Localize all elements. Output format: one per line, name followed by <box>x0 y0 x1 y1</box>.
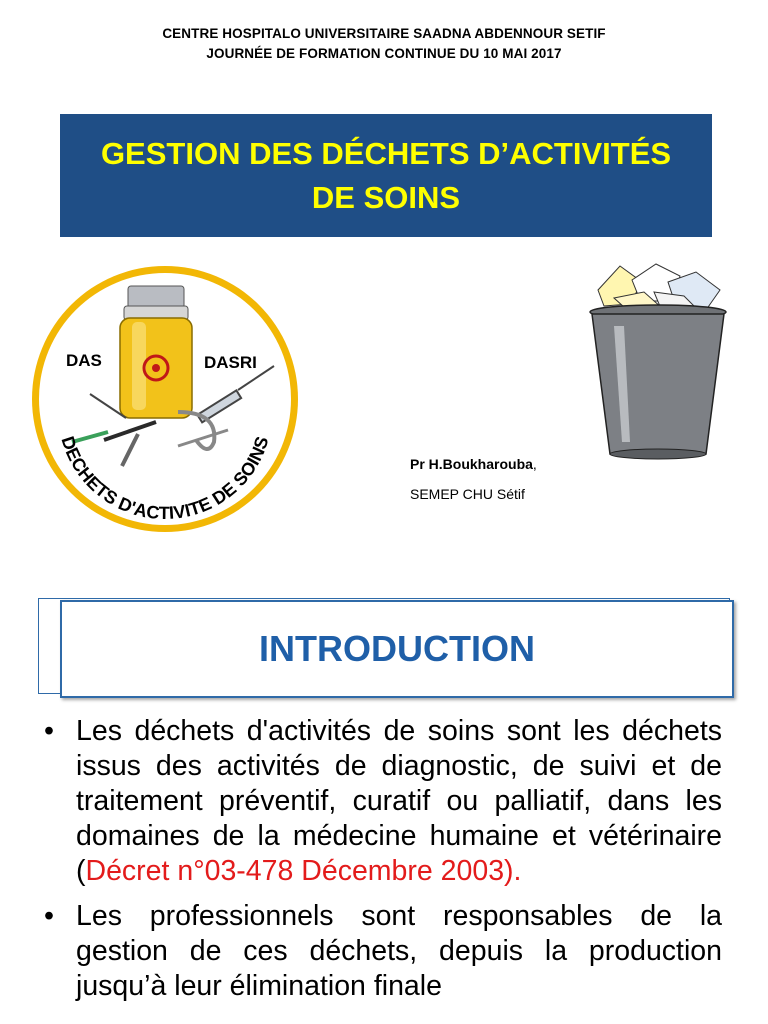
bullet-dot-icon: • <box>44 715 54 747</box>
title-line-2: DE SOINS <box>311 179 461 215</box>
biohazard-jar-icon <box>120 286 192 418</box>
slide-header <box>0 24 768 64</box>
bullet-dot-icon: • <box>44 900 54 932</box>
author-block <box>410 454 537 504</box>
bullet-item-2 <box>40 899 722 1004</box>
logo-label-dasri: DASRI <box>204 353 257 372</box>
logo-label-das: DAS <box>66 351 102 370</box>
title-banner <box>60 114 712 237</box>
author-name-line: Pr H.Boukharouba, <box>410 456 537 472</box>
author-name: Pr H.Boukharouba <box>410 456 533 472</box>
logo-arc-text-path: DECHETS D'ACTIVITE DE SOINS <box>57 433 273 524</box>
author-affiliation: SEMEP CHU Sétif <box>410 486 525 502</box>
slide-title <box>101 132 671 220</box>
bullet-1-reference: Décret n°03-478 Décembre 2003). <box>85 855 522 887</box>
section-heading: INTRODUCTION <box>259 628 535 669</box>
bullet-1-text: Les déchets d'activités de soins sont les déchets issus des activités de diagnostic, de suivi et de traitement préventif, curatif ou palliatif, dans les domaines de la médecine humaine et vétérinaire ( <box>76 715 722 887</box>
das-dasri-logo <box>28 262 302 536</box>
bullet-item-1 <box>40 714 722 889</box>
header-line-2: JOURNÉE DE FORMATION CONTINUE DU 10 MAI 2017 <box>206 46 562 61</box>
bullet-list <box>40 714 722 1014</box>
section-heading-box <box>60 600 734 698</box>
bullet-2-text: Les professionnels sont responsables de la gestion de ces déchets, depuis la production jusqu’à leur élimination finale <box>76 900 722 1002</box>
header-line-1: CENTRE HOSPITALO UNIVERSITAIRE SAADNA ABDENNOUR SETIF <box>162 26 606 41</box>
trash-bin-icon <box>584 262 734 462</box>
title-line-1: GESTION DES DÉCHETS D’ACTIVITÉS <box>100 135 672 171</box>
